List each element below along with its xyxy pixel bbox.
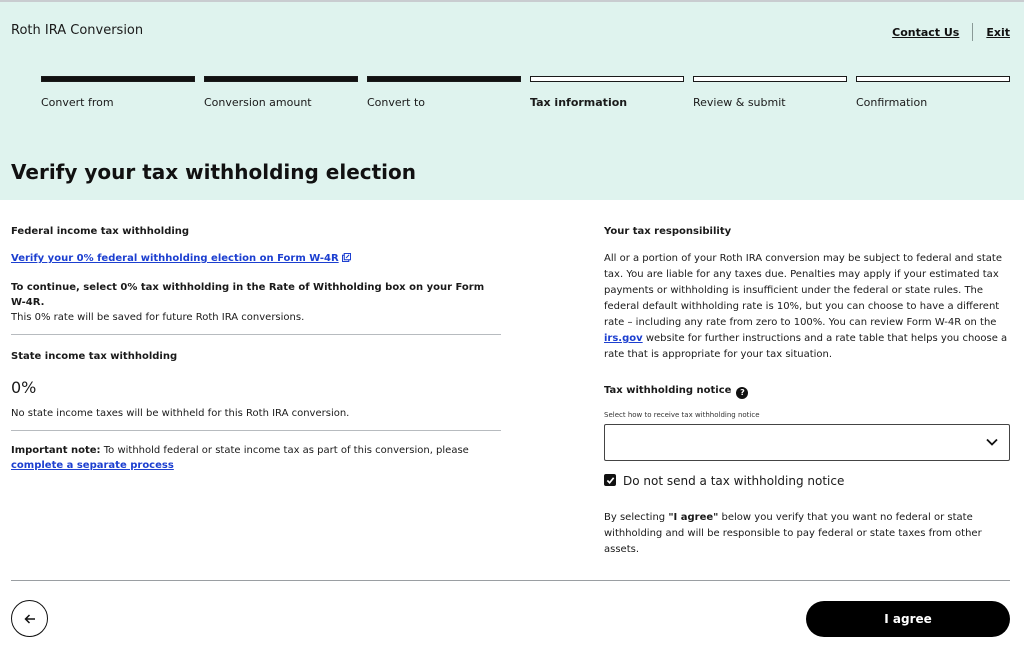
federal-heading: Federal income tax withholding bbox=[11, 226, 190, 237]
withholding-details bbox=[11, 226, 501, 473]
step-label: Convert from bbox=[41, 96, 114, 109]
step-bar bbox=[693, 76, 847, 82]
important-note bbox=[11, 443, 501, 473]
question-circle-icon[interactable]: ? bbox=[736, 387, 748, 399]
step-tax-information bbox=[530, 76, 684, 109]
step-convert-from bbox=[41, 76, 195, 109]
agree-disclosure-bold: "I agree" bbox=[668, 512, 719, 523]
notice-heading-row bbox=[604, 385, 748, 399]
notice-heading: Tax withholding notice bbox=[604, 385, 732, 396]
federal-link-row bbox=[11, 253, 501, 264]
checkmark-icon bbox=[606, 476, 615, 485]
step-conversion-amount bbox=[204, 76, 358, 109]
state-heading: State income tax withholding bbox=[11, 351, 178, 362]
step-bar bbox=[41, 76, 195, 82]
form-w4r-link-label: Verify your 0% federal withholding election on Form W-4R bbox=[11, 253, 339, 264]
step-confirmation bbox=[856, 76, 1010, 109]
step-convert-to bbox=[367, 76, 521, 109]
i-agree-button[interactable]: I agree bbox=[806, 601, 1010, 637]
step-label: Convert to bbox=[367, 96, 426, 109]
form-w4r-link[interactable] bbox=[11, 253, 351, 264]
step-label: Confirmation bbox=[856, 96, 928, 109]
contact-us-link[interactable]: Contact Us bbox=[892, 25, 960, 39]
state-note: No state income taxes will be withheld for this Roth IRA conversion. bbox=[11, 408, 350, 419]
step-review-submit bbox=[693, 76, 847, 109]
step-bar bbox=[367, 76, 521, 82]
responsibility-text-after: website for further instructions and a rate table that helps you choose a rate that is appropriate for your tax situation. bbox=[604, 333, 1008, 360]
page-title: Verify your tax withholding election bbox=[11, 160, 417, 184]
select-label: Select how to receive tax withholding notice bbox=[604, 411, 760, 419]
back-button[interactable] bbox=[11, 600, 48, 637]
no-notice-checkbox[interactable] bbox=[604, 474, 616, 486]
tax-responsibility-panel bbox=[604, 226, 1010, 555]
divider bbox=[11, 334, 501, 335]
step-label: Review & submit bbox=[693, 96, 786, 109]
agree-disclosure bbox=[604, 510, 1010, 558]
arrow-left-icon bbox=[23, 612, 37, 626]
separate-process-link[interactable]: complete a separate process bbox=[11, 460, 174, 471]
progress-stepper bbox=[41, 76, 1010, 109]
step-label: Conversion amount bbox=[204, 96, 312, 109]
top-links bbox=[892, 23, 1010, 41]
irs-gov-link[interactable]: irs.gov bbox=[604, 333, 643, 344]
notice-delivery-select[interactable] bbox=[604, 424, 1010, 461]
responsibility-heading: Your tax responsibility bbox=[604, 226, 732, 237]
responsibility-text bbox=[604, 251, 1010, 363]
step-bar bbox=[530, 76, 684, 82]
external-link-icon bbox=[342, 253, 351, 262]
footer-divider bbox=[11, 580, 1010, 581]
chevron-down-icon bbox=[985, 435, 999, 449]
step-bar bbox=[204, 76, 358, 82]
step-bar bbox=[856, 76, 1010, 82]
state-rate: 0% bbox=[11, 378, 37, 397]
agree-disclosure-before: By selecting bbox=[604, 512, 669, 523]
exit-link[interactable]: Exit bbox=[986, 25, 1010, 39]
important-text: To withhold federal or state income tax as part of this conversion, please bbox=[100, 445, 469, 456]
app-title: Roth IRA Conversion bbox=[11, 23, 144, 38]
divider bbox=[11, 430, 501, 431]
divider bbox=[972, 23, 973, 41]
federal-instruction-note: This 0% rate will be saved for future Roth IRA conversions. bbox=[11, 312, 305, 323]
federal-instruction: To continue, select 0% tax withholding in the Rate of Withholding box on your Form W-4R. bbox=[11, 282, 485, 308]
checkbox-label: Do not send a tax withholding notice bbox=[623, 474, 845, 488]
responsibility-text-before: All or a portion of your Roth IRA conversion may be subject to federal and state tax. You are liable for any taxes due. Penalties may apply if your estimated tax payments or withholding is insufficient under the federal or state rules. The federal default withholding rate is 10%, but you can choose to have a different rate – including any rate from zero to 100%. You can review Form W-4R on the bbox=[604, 253, 1002, 328]
important-label: Important note: bbox=[11, 445, 101, 456]
header bbox=[0, 0, 1024, 200]
step-label: Tax information bbox=[530, 96, 628, 109]
agree-disclosure-after: below you verify that you want no federal or state withholding and will be responsible to pay federal or state taxes from other assets. bbox=[604, 512, 982, 555]
